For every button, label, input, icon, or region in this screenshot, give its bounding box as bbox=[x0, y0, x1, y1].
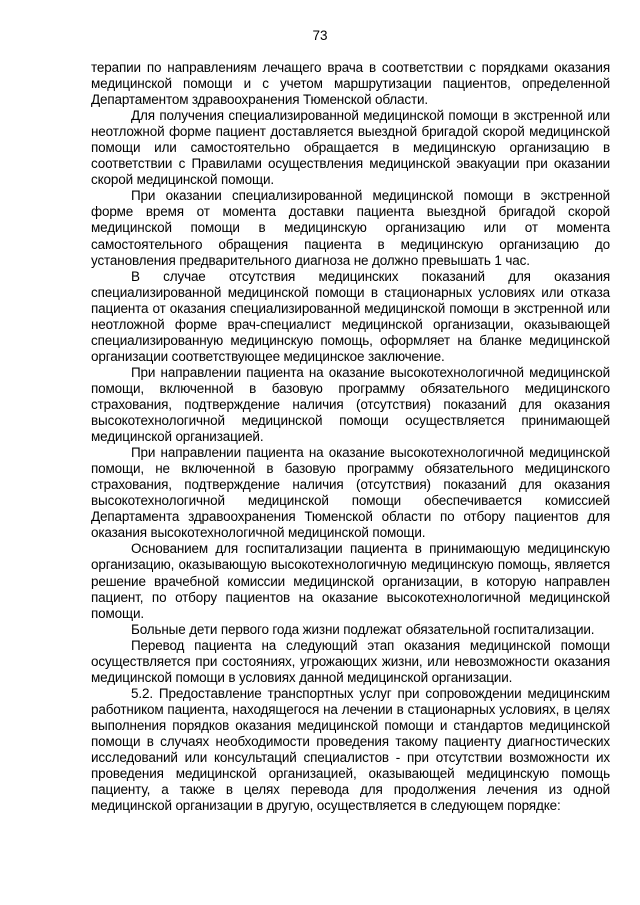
paragraph-continuation: терапии по направлениям лечащего врача в соответствии с порядками оказания медицинской помощи и с учетом маршрутизации пациентов, определенной Департаментом здравоохранения Тюменской области. bbox=[91, 60, 610, 108]
paragraph-hospitalization-basis: Основанием для госпитализации пациента в принимающую медицинскую организацию, оказывающую высокотехнологичную медицинскую помощь, является решение врачебной комиссии медицинской организации, в которую направлен пациент, по отбору пациентов на оказание высокотехнологичной медицинской помощи. bbox=[91, 541, 610, 621]
page-number: 73 bbox=[312, 28, 328, 43]
paragraph-hitech-not-included: При направлении пациента на оказание высокотехнологичной медицинской помощи, не включенной в базовую программу обязательного медицинского страхования, подтверждение наличия (отсутствия) показаний для оказания высокотехнологичной медицинской помощи обеспечивается комиссией Департамента здравоохранения Тюменской области по отбору пациентов для оказания высокотехнологичной медицинской помощи. bbox=[91, 445, 610, 541]
document-body bbox=[91, 60, 610, 814]
paragraph-refusal-conclusion: В случае отсутствия медицинских показаний для оказания специализированной медицинской помощи в стационарных условиях или отказа пациента от оказания специализированной медицинской помощи в экстренной или неотложной форме врач-специалист медицинской организации, оказывающей специализированную медицинскую помощь, оформляет на бланке медицинской организации соответствующее медицинское заключение. bbox=[91, 268, 610, 364]
paragraph-diagnosis-time: При оказании специализированной медицинской помощи в экстренной форме время от момента доставки пациента выездной бригадой скорой медицинской помощи в медицинскую организацию или от момента самостоятельного обращения пациента в медицинскую организацию до установления предварительного диагноза не должно превышать 1 час. bbox=[91, 188, 610, 268]
paragraph-hitech-included: При направлении пациента на оказание высокотехнологичной медицинской помощи, включенной в базовую программу обязательного медицинского страхования, подтверждение наличия (отсутствия) показаний для оказания высокотехнологичной медицинской помощи осуществляется принимающей медицинской организацией. bbox=[91, 364, 610, 445]
paragraph-infants: Больные дети первого года жизни подлежат обязательной госпитализации. bbox=[131, 621, 595, 637]
paragraph-emergency-admission: Для получения специализированной медицинской помощи в экстренной или неотложной форме пациент доставляется выездной бригадой скорой медицинской помощи или самостоятельно обращается в медицинскую организацию в соответствии с Правилами осуществления медицинской эвакуации при оказании скорой медицинской помощи. bbox=[91, 108, 610, 188]
paragraph-transfer: Перевод пациента на следующий этап оказания медицинской помощи осуществляется при состояниях, угрожающих жизни, или невозможности оказания медицинской помощи в условиях данной медицинской организации. bbox=[91, 637, 610, 685]
paragraph-section-5-2: 5.2. Предоставление транспортных услуг при сопровождении медицинским работником пациента, находящегося на лечении в стационарных условиях, в целях выполнения порядков оказания медицинской помощи и стандартов медицинской помощи в случаях необходимости проведения такому пациенту диагностических исследований или консультаций специалистов - при отсутствии возможности их проведения медицинской организацией, оказывающей медицинскую помощь пациенту, а также в целях перевода для продолжения лечения из одной медицинской организации в другую, осуществляется в следующем порядке: bbox=[91, 685, 610, 814]
